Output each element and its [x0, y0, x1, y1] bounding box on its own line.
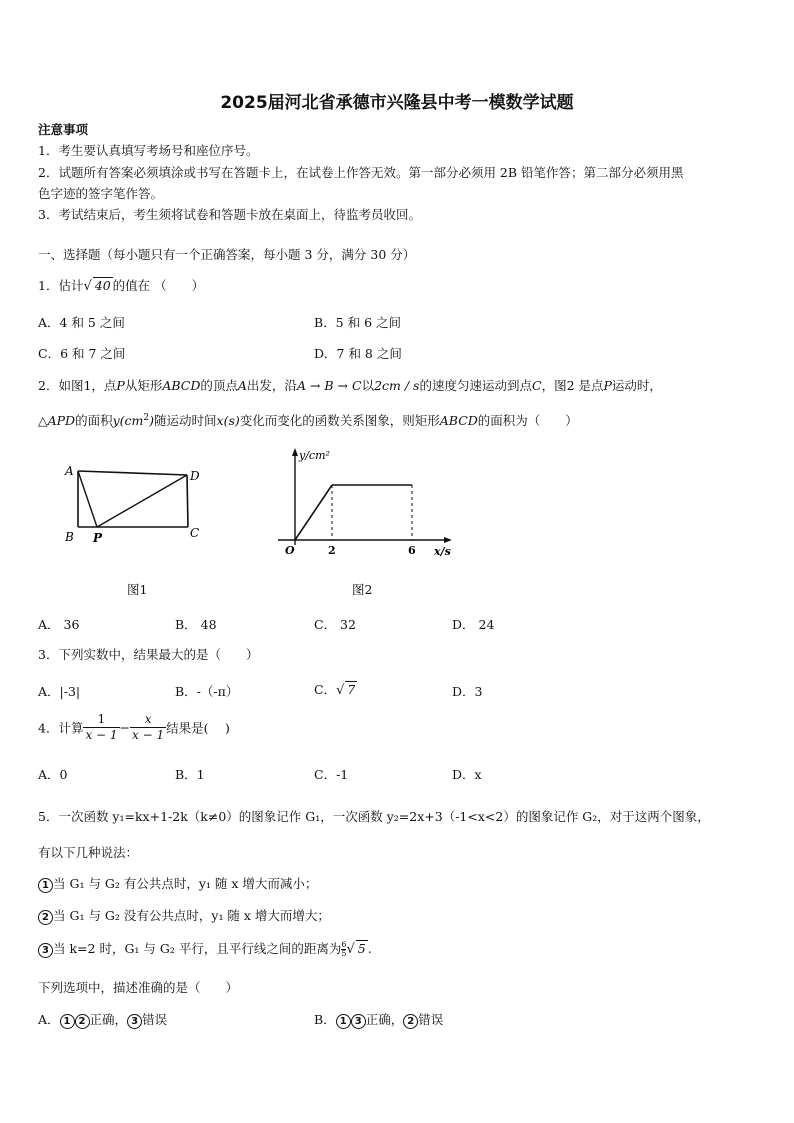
q2-triangle: △APD [38, 413, 76, 428]
q2-text: 的顶点 [200, 378, 238, 393]
q1-pre: 1．估计 [38, 278, 84, 293]
y-axis-arrow-icon [292, 448, 298, 456]
tick-label-6: 6 [408, 544, 416, 557]
q4-option-d: D．x [452, 767, 482, 782]
q1-option-c: C．6 和 7 之间 [38, 346, 126, 361]
q4-option-b: B．1 [175, 767, 205, 782]
q2-rect-name: ABCD [439, 413, 478, 428]
circled-number-icon: 3 [127, 1014, 142, 1029]
tick-label-2: 2 [328, 544, 336, 557]
label-p: P [93, 531, 103, 545]
q4-option-a: A．0 [38, 767, 68, 782]
sqrt-icon: √ [336, 683, 345, 698]
circled-number-icon: 3 [38, 943, 53, 958]
graph-rising-segment [295, 485, 332, 540]
origin-label: O [285, 544, 295, 557]
question-2-line-2 [38, 411, 578, 429]
circled-number-icon: 2 [75, 1014, 90, 1029]
q3-option-d: D．3 [452, 684, 483, 699]
minus-sign: − [119, 720, 131, 735]
small-fraction-denominator: 5 [341, 949, 347, 958]
question-1-stem [38, 276, 204, 294]
y-axis-label: y/cm² [299, 449, 330, 462]
q5-option-a-text: 错误 [142, 1012, 168, 1027]
q2-point-p: P [116, 378, 125, 393]
q5-option-b-text: 正确， [365, 1012, 404, 1027]
q5-statement-1 [38, 874, 317, 893]
segment-ap [78, 471, 97, 527]
q2-point-c: C [531, 378, 542, 393]
q5-option-b [314, 1010, 443, 1029]
q4-post: 结果是( ) [166, 720, 230, 736]
q2-option-a: A． 36 [38, 617, 80, 632]
q2-text: 的面积为（ ） [477, 413, 578, 428]
label-b: B [65, 530, 74, 544]
q5-option-b-text: 错误 [418, 1012, 444, 1027]
q5-statement-3-text: 当 k=2 时，G₁ 与 G₂ 平行，且平行线之间的距离为 [53, 941, 342, 956]
segment-ad [78, 471, 187, 475]
q3-option-c [314, 680, 357, 698]
q3-option-c-radicand: 7 [347, 682, 356, 697]
q4-option-c: C．-1 [314, 767, 349, 782]
q2-text: ，图2 是点 [541, 378, 604, 393]
label-a: A [65, 464, 74, 478]
q1-post: 的值在 （ ） [112, 278, 205, 293]
fraction-2 [130, 712, 166, 743]
figure-1-caption: 图1 [127, 582, 148, 597]
q2-text: 从矩形 [124, 378, 163, 393]
figure-2-function-graph [268, 445, 458, 563]
question-5-line-1: 5．一次函数 y₁=kx+1-2k（k≠0）的图象记作 G₁，一次函数 y₂=2x+3（-1<x<2）的图象记作 G₂，对于这两个图象， [38, 809, 710, 824]
segment-dc [187, 475, 188, 527]
q3-option-b: B．-（-π） [175, 684, 239, 699]
circled-number-icon: 1 [38, 878, 53, 893]
figure-2-caption: 图2 [352, 582, 373, 597]
q5-option-a-label: A． [38, 1012, 60, 1027]
q1-option-b: B．5 和 6 之间 [314, 315, 402, 330]
label-d: D [190, 469, 200, 483]
q5-statement-2 [38, 906, 330, 925]
q2-text: 运动时， [611, 378, 662, 393]
circled-number-icon: 1 [60, 1014, 75, 1029]
q2-speed: 2cm / s [374, 378, 420, 393]
q5-radicand: 5 [357, 941, 366, 956]
fraction-1 [83, 712, 119, 743]
q1-radicand: 40 [94, 278, 111, 293]
q2-sup: 2 [143, 412, 150, 423]
fraction-2-denominator: x − 1 [132, 728, 165, 742]
q2-y: y(cm [112, 413, 144, 428]
notice-item-1: 1．考生要认真填写考场号和座位序号。 [38, 143, 259, 158]
q3-option-c-label: C． [314, 682, 337, 697]
question-5-line-2: 有以下几种说法： [38, 845, 139, 860]
q2-option-c: C． 32 [314, 617, 356, 632]
question-3-stem: 3．下列实数中，结果最大的是（ ） [38, 647, 259, 662]
q2-rect-name: ABCD [162, 378, 201, 393]
fraction-1-numerator: 1 [83, 712, 119, 728]
q5-option-a [38, 1010, 167, 1029]
notice-item-2: 2．试题所有答案必须填涂或书写在答题卡上，在试卷上作答无效。第一部分必须用 2B 铅笔作答；第二部分必须用黑 [38, 165, 684, 180]
segment-pd [97, 475, 187, 527]
sqrt-icon: √ [83, 279, 92, 294]
q4-pre: 4．计算 [38, 720, 84, 736]
circled-number-icon: 1 [336, 1014, 351, 1029]
q2-point-p: P [603, 378, 612, 393]
circled-number-icon: 2 [403, 1014, 418, 1029]
section-heading: 一、选择题（每小题只有一个正确答案，每小题 3 分，满分 30 分） [38, 247, 416, 262]
q2-path: A → B → C [296, 378, 362, 393]
circled-number-icon: 2 [38, 910, 53, 925]
q5-statement-2-text: 当 G₁ 与 G₂ 没有公共点时，y₁ 随 x 增大而增大； [53, 908, 330, 923]
q5-statement-3 [38, 939, 372, 958]
q2-text: 2．如图1，点 [38, 378, 117, 393]
page-title: 2025届河北省承德市兴隆县中考一模数学试题 [220, 93, 574, 113]
q2-text: 变化而变化的函数关系图象，则矩形 [239, 413, 440, 428]
question-2-line-1 [38, 376, 662, 394]
sqrt-icon: √ [346, 942, 355, 957]
notice-heading: 注意事项 [38, 122, 89, 137]
fraction-2-numerator: x [130, 712, 166, 728]
q2-text: 出发，沿 [246, 378, 297, 393]
notice-item-2-cont: 色字迹的签字笔作答。 [38, 186, 164, 201]
circled-number-icon: 3 [351, 1014, 366, 1029]
q1-option-a: A．4 和 5 之间 [38, 315, 125, 330]
label-c: C [190, 526, 200, 540]
notice-item-3: 3．考试结束后，考生须将试卷和答题卡放在桌面上，待监考员收回。 [38, 207, 421, 222]
q2-option-b: B． 48 [175, 617, 217, 632]
figure-1-rectangle-diagram [55, 455, 215, 550]
q5-statement-1-text: 当 G₁ 与 G₂ 有公共点时，y₁ 随 x 增大而减小； [53, 876, 318, 891]
question-4-stem [38, 712, 230, 743]
q5-ask: 下列选项中，描述准确的是（ ） [38, 980, 239, 995]
fraction-1-denominator: x − 1 [85, 728, 118, 742]
q2-text: 随运动时间 [154, 413, 217, 428]
q5-option-a-text: 正确， [89, 1012, 128, 1027]
q3-option-a: A．|-3| [38, 684, 81, 699]
q1-option-d: D．7 和 8 之间 [314, 346, 402, 361]
q2-option-d: D． 24 [452, 617, 495, 632]
q2-y-close: ) [149, 413, 155, 428]
x-axis-label: x/s [434, 545, 451, 558]
q5-period: . [367, 941, 372, 956]
q2-text: 的速度匀速运动到点 [419, 378, 532, 393]
q2-x: x(s) [216, 413, 240, 428]
q5-option-b-label: B． [314, 1012, 336, 1027]
q2-point-a: A [237, 378, 247, 393]
q2-text: 以 [361, 378, 375, 393]
x-axis-arrow-icon [444, 537, 452, 543]
small-fraction-numerator: 6 [341, 940, 347, 949]
q2-text: 的面积 [75, 413, 113, 428]
